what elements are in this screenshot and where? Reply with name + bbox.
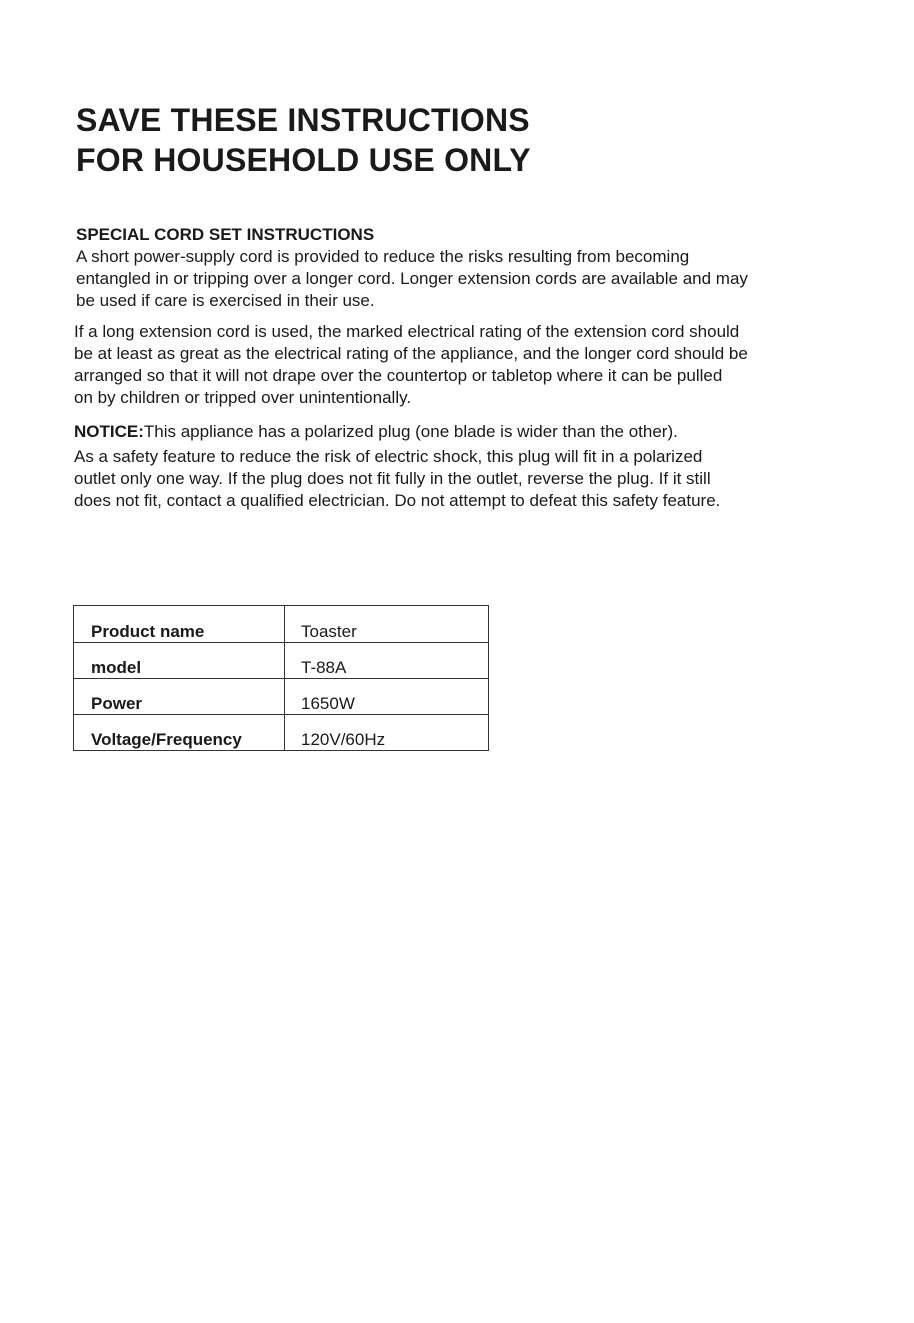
notice-line-1: As a safety feature to reduce the risk of electric shock, this plug will fit in a polarized xyxy=(74,447,703,466)
title-line-2: FOR HOUSEHOLD USE ONLY xyxy=(76,142,531,178)
notice-section xyxy=(74,421,834,512)
extension-line-4: on by children or tripped over unintentionally. xyxy=(74,388,412,407)
extension-line-1: If a long extension cord is used, the marked electrical rating of the extension cord should xyxy=(74,322,740,341)
cord-set-heading: SPECIAL CORD SET INSTRUCTIONS xyxy=(76,225,375,244)
spec-label-power: Power xyxy=(74,679,285,715)
cord-set-line-1: A short power-supply cord is provided to reduce the risks resulting from becoming xyxy=(76,247,690,266)
spec-label-product-name: Product name xyxy=(74,606,285,643)
extension-cord-paragraph xyxy=(74,321,834,409)
notice-first-line xyxy=(74,421,834,443)
page-title xyxy=(76,100,531,180)
table-row xyxy=(74,606,489,643)
spec-label-model: model xyxy=(74,643,285,679)
extension-line-3: arranged so that it will not drape over the countertop or tabletop where it can be pulled xyxy=(74,366,723,385)
notice-paragraph xyxy=(74,446,834,512)
spec-value-model: T-88A xyxy=(285,643,489,679)
spec-value-product-name: Toaster xyxy=(285,606,489,643)
cord-set-section xyxy=(76,224,836,312)
spec-value-voltage-frequency: 120V/60Hz xyxy=(285,715,489,751)
extension-cord-section xyxy=(74,321,834,409)
notice-line-3: does not fit, contact a qualified electrician. Do not attempt to defeat this safety feature. xyxy=(74,491,721,510)
notice-text: This appliance has a polarized plug (one blade is wider than the other). xyxy=(143,422,678,441)
cord-set-line-3: be used if care is exercised in their use. xyxy=(76,291,375,310)
notice-label: NOTICE: xyxy=(74,422,144,441)
table-row xyxy=(74,643,489,679)
cord-set-paragraph xyxy=(76,246,836,312)
extension-line-2: be at least as great as the electrical rating of the appliance, and the longer cord should be xyxy=(74,344,748,363)
title-line-1: SAVE THESE INSTRUCTIONS xyxy=(76,102,530,138)
spec-value-power: 1650W xyxy=(285,679,489,715)
notice-line-2: outlet only one way. If the plug does not fit fully in the outlet, reverse the plug. If it still xyxy=(74,469,711,488)
spec-table xyxy=(73,605,489,751)
table-row xyxy=(74,679,489,715)
spec-label-voltage-frequency: Voltage/Frequency xyxy=(74,715,285,751)
cord-set-line-2: entangled in or tripping over a longer cord. Longer extension cords are available and may xyxy=(76,269,748,288)
table-row xyxy=(74,715,489,751)
